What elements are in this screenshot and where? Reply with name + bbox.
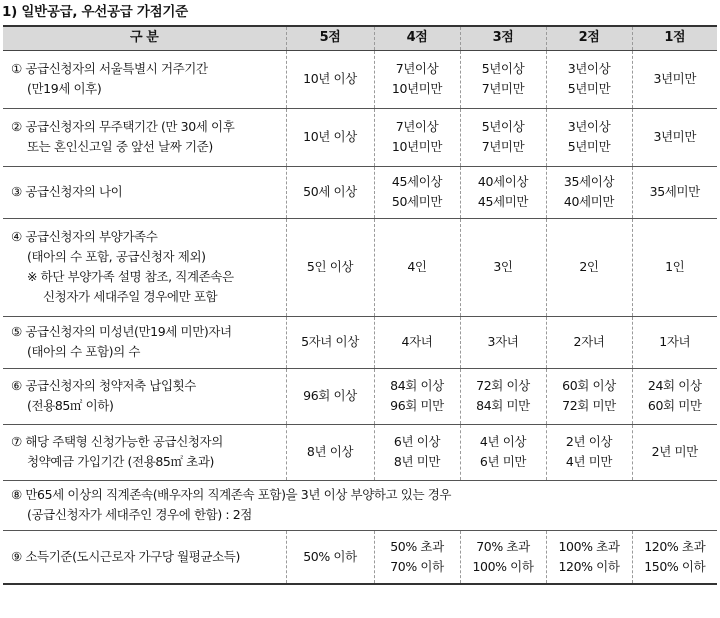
score-cell [632, 530, 717, 584]
row-label-line: (만19세 이후) [27, 81, 102, 96]
score-cell-text: 2인 [579, 259, 599, 274]
header-5-points: 5점 [286, 26, 374, 50]
score-cell-text: 100% 이하 [472, 558, 534, 574]
row-label [3, 316, 286, 368]
table-row [3, 166, 717, 218]
score-cell-text: 50세 이상 [303, 184, 357, 199]
row-label-line: ③ 공급신청자의 나이 [11, 184, 123, 199]
score-cell-text: 150% 이하 [644, 558, 706, 574]
row-label-line: ⑥ 공급신청자의 청약저축 납입횟수 [11, 378, 196, 393]
row-label-line: 청약예금 가입기간 (전용85㎡ 초과) [27, 454, 214, 469]
row-label-line: ④ 공급신청자의 부양가족수 [11, 229, 158, 244]
score-cell [460, 424, 546, 480]
score-cell-text: 84회 이상 [390, 378, 444, 393]
row-label-note: 신청자가 세대주일 경우에만 포함 [43, 289, 218, 304]
score-cell-text: 84회 미만 [476, 398, 530, 413]
score-cell-text: 5년이상 [481, 119, 525, 134]
score-cell-text: 10년 이상 [303, 129, 357, 144]
score-cell [460, 50, 546, 108]
score-cell-text: 3년미만 [653, 71, 697, 86]
score-cell [286, 424, 374, 480]
header-4-points: 4점 [374, 26, 460, 50]
score-cell [460, 316, 546, 368]
score-cell-text: 72회 이상 [476, 378, 530, 393]
score-cell-text: 50% 이하 [303, 548, 357, 564]
score-cell-text: 35세미만 [649, 184, 700, 199]
row-label-note: ※ 하단 부양가족 설명 참조, 직계존속은 [27, 269, 234, 284]
score-cell-text: 60회 미만 [647, 398, 702, 413]
score-cell [546, 50, 632, 108]
score-cell [374, 218, 460, 316]
full-width-row [3, 480, 717, 530]
header-3-points: 3점 [460, 26, 546, 50]
header-1-point: 1점 [632, 26, 717, 50]
score-cell-text: 96회 이상 [303, 388, 357, 403]
table-row [3, 316, 717, 368]
score-cell-text: 5인 이상 [306, 259, 354, 274]
score-cell-text: 40세미만 [563, 194, 615, 209]
score-cell-text: 4자녀 [401, 334, 433, 349]
score-cell-text: 120% 초과 [644, 538, 706, 554]
score-cell-text: 8년 미만 [393, 454, 441, 469]
score-cell-text: 3인 [493, 259, 513, 274]
score-cell-text: 3자녀 [487, 334, 519, 349]
score-cell [632, 166, 717, 218]
score-cell-text: 45세이상 [391, 174, 443, 189]
score-cell [546, 218, 632, 316]
score-cell [374, 368, 460, 424]
score-cell-text: 5자녀 이상 [301, 334, 359, 349]
score-cell [546, 166, 632, 218]
score-cell [546, 316, 632, 368]
score-cell [460, 218, 546, 316]
table-row [3, 480, 717, 530]
table-row [3, 218, 717, 316]
score-cell-text: 1자녀 [659, 334, 691, 349]
score-cell-text: 10년미만 [391, 139, 443, 154]
score-cell-text: 70% 초과 [476, 538, 530, 554]
score-cell [632, 218, 717, 316]
row-label-line: ⑦ 해당 주택형 신청가능한 공급신청자의 [11, 434, 223, 449]
table-row [3, 108, 717, 166]
row-label-line: ① 공급신청자의 서울특별시 거주기간 [11, 61, 208, 76]
score-cell-text: 70% 이하 [390, 558, 444, 574]
row-label-line: 또는 혼인신고일 중 앞선 날짜 기준) [27, 139, 213, 154]
row-label-line: ⑤ 공급신청자의 미성년(만19세 미만)자녀 [11, 324, 232, 339]
row-label [3, 108, 286, 166]
table-row [3, 50, 717, 108]
row-label-line: (공급신청자가 세대주인 경우에 한함) : 2점 [27, 507, 252, 522]
score-cell-text: 4인 [407, 259, 427, 274]
score-cell [632, 108, 717, 166]
score-cell-text: 35세이상 [563, 174, 615, 189]
row-label-line: ⑧ 만65세 이상의 직계존속(배우자의 직계존속 포함)을 3년 이상 부양하고 있는 경우 [11, 487, 452, 502]
header-category: 구 분 [3, 26, 286, 50]
table-row [3, 368, 717, 424]
score-cell [460, 108, 546, 166]
score-cell-text: 5년미만 [567, 81, 611, 96]
score-cell-text: 4년 이상 [479, 434, 527, 449]
score-cell [286, 368, 374, 424]
score-cell [460, 530, 546, 584]
score-cell [546, 108, 632, 166]
score-cell [286, 530, 374, 584]
score-cell-text: 100% 초과 [558, 538, 620, 554]
score-cell-text: 10년 이상 [303, 71, 357, 86]
score-cell-text: 10년미만 [391, 81, 443, 96]
score-cell-text: 45세미만 [477, 194, 529, 209]
row-label-line: (태아의 수 포함)의 수 [27, 344, 141, 359]
score-cell [632, 50, 717, 108]
score-cell [286, 108, 374, 166]
header-2-points: 2점 [546, 26, 632, 50]
score-cell [374, 108, 460, 166]
score-cell-text: 50% 초과 [390, 538, 444, 554]
row-label-line: ② 공급신청자의 무주택기간 (만 30세 이후 [11, 119, 235, 134]
header-row [3, 26, 717, 50]
row-label [3, 218, 286, 316]
score-cell-text: 4년 미만 [565, 454, 613, 469]
score-cell [286, 218, 374, 316]
score-cell [286, 166, 374, 218]
score-cell [374, 316, 460, 368]
score-cell-text: 5년이상 [481, 61, 525, 76]
score-cell [374, 166, 460, 218]
score-cell-text: 2년 미만 [651, 444, 698, 459]
score-cell-text: 24회 이상 [647, 378, 702, 393]
table-row [3, 424, 717, 480]
section-title: 1) 일반공급, 우선공급 가점기준 [2, 4, 188, 20]
score-cell-text: 2자녀 [573, 334, 605, 349]
score-cell-text: 1인 [665, 259, 685, 274]
score-cell [374, 424, 460, 480]
score-cell-text: 3년이상 [567, 61, 611, 76]
score-cell [546, 368, 632, 424]
score-cell-text: 7년이상 [395, 119, 439, 134]
score-cell-text: 120% 이하 [558, 558, 620, 574]
score-cell-text: 6년 미만 [479, 454, 527, 469]
row-label-line: (태아의 수 포함, 공급신청자 제외) [27, 249, 206, 264]
score-cell [632, 368, 717, 424]
score-cell [286, 316, 374, 368]
row-label-line: ⑨ 소득기준(도시근로자 가구당 월평균소득) [11, 548, 240, 564]
score-cell-text: 40세이상 [477, 174, 529, 189]
score-cell [460, 368, 546, 424]
row-label [3, 368, 286, 424]
score-cell [632, 316, 717, 368]
score-cell [374, 530, 460, 584]
row-label [3, 166, 286, 218]
row-label [3, 530, 286, 584]
score-cell-text: 50세미만 [391, 194, 443, 209]
score-cell-text: 7년미만 [481, 81, 525, 96]
score-cell-text: 6년 이상 [393, 434, 441, 449]
score-cell-text: 96회 미만 [390, 398, 444, 413]
score-cell-text: 7년이상 [395, 61, 439, 76]
score-cell-text: 5년미만 [567, 139, 611, 154]
score-cell-text: 72회 미만 [562, 398, 616, 413]
score-cell-text: 8년 이상 [306, 444, 354, 459]
score-cell-text: 3년이상 [567, 119, 611, 134]
score-cell [632, 424, 717, 480]
row-label [3, 424, 286, 480]
score-criteria-table [3, 25, 717, 585]
table-row [3, 530, 717, 584]
row-label-line: (전용85㎡ 이하) [27, 398, 114, 413]
score-cell [460, 166, 546, 218]
score-cell-text: 60회 이상 [562, 378, 616, 393]
score-cell [374, 50, 460, 108]
score-cell-text: 3년미만 [653, 129, 697, 144]
score-cell [546, 530, 632, 584]
score-cell [546, 424, 632, 480]
row-label [3, 50, 286, 108]
score-cell-text: 7년미만 [481, 139, 525, 154]
score-cell [286, 50, 374, 108]
score-cell-text: 2년 이상 [565, 434, 613, 449]
